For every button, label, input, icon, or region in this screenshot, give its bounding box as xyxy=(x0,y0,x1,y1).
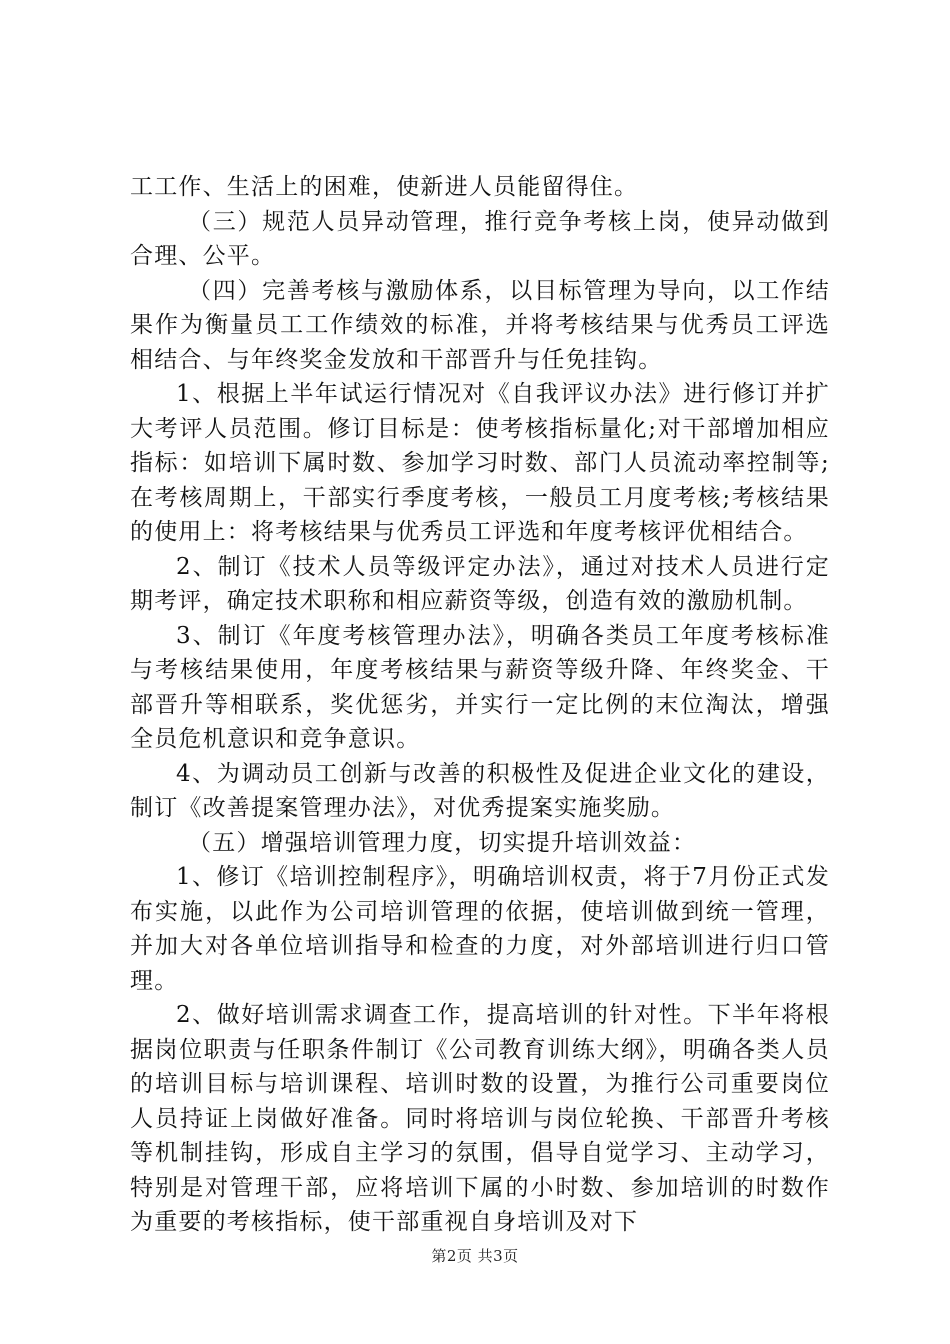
paragraph-continuation: 工工作、生活上的困难，使新进人员能留得住。 xyxy=(130,174,639,200)
paragraph-item-4-4: 4、为调动员工创新与改善的积极性及促进企业文化的建设，制订《改善提案管理办法》，对优秀提案实施奖励。 xyxy=(130,760,830,821)
page-number-footer: 第2页 共3页 xyxy=(431,1247,519,1265)
paragraph-item-5-1: 1、修订《培训控制程序》，明确培训权责，将于7月份正式发布实施，以此作为公司培训管理的依据，使培训做到统一管理，并加大对各单位培训指导和检查的力度，对外部培训进行归口管理。 xyxy=(130,864,830,994)
paragraph-item-5-2: 2、做好培训需求调查工作，提高培训的针对性。下半年将根据岗位职责与任职条件制订《公司教育训练大纲》，明确各类人员的培训目标与培训课程、培训时数的设置，为推行公司重要岗位人员持证上岗做好准备。同时将培训与岗位轮换、干部晋升考核等机制挂钩，形成自主学习的氛围，倡导自觉学习、主动学习，特别是对管理干部，应将培训下属的小时数、参加培训的时数作为重要的考核指标，使干部重视自身培训及对下 xyxy=(130,1002,830,1235)
paragraph-section-5: （五）增强培训管理力度，切实提升培训效益： xyxy=(188,829,697,856)
paragraph-section-3: （三）规范人员异动管理，推行竞争考核上岗，使异动做到合理、公平。 xyxy=(130,208,830,269)
paragraph-item-4-1: 1、根据上半年试运行情况对《自我评议办法》进行修订并扩大考评人员范围。修订目标是：使考核指标量化;对干部增加相应指标：如培训下属时数、参加学习时数、部门人员流动率控制等;在考核周期上，干部实行季度考核，一般员工月度考核;考核结果的使用上：将考核结果与优秀员工评选和年度考核评优相结合。 xyxy=(130,381,830,545)
paragraph-item-4-2: 2、制订《技术人员等级评定办法》，通过对技术人员进行定期考评，确定技术职称和相应薪资等级，创造有效的激励机制。 xyxy=(130,553,830,614)
document-body xyxy=(130,170,830,1240)
paragraph-section-4: （四）完善考核与激励体系，以目标管理为导向，以工作结果作为衡量员工工作绩效的标准，并将考核结果与优秀员工评选相结合、与年终奖金发放和干部晋升与任免挂钩。 xyxy=(130,277,830,373)
paragraph-item-4-3: 3、制订《年度考核管理办法》，明确各类员工年度考核标准与考核结果使用，年度考核结果与薪资等级升降、年终奖金、干部晋升等相联系，奖优惩劣，并实行一定比例的末位淘汰，增强全员危机意识和竞争意识。 xyxy=(130,622,830,752)
